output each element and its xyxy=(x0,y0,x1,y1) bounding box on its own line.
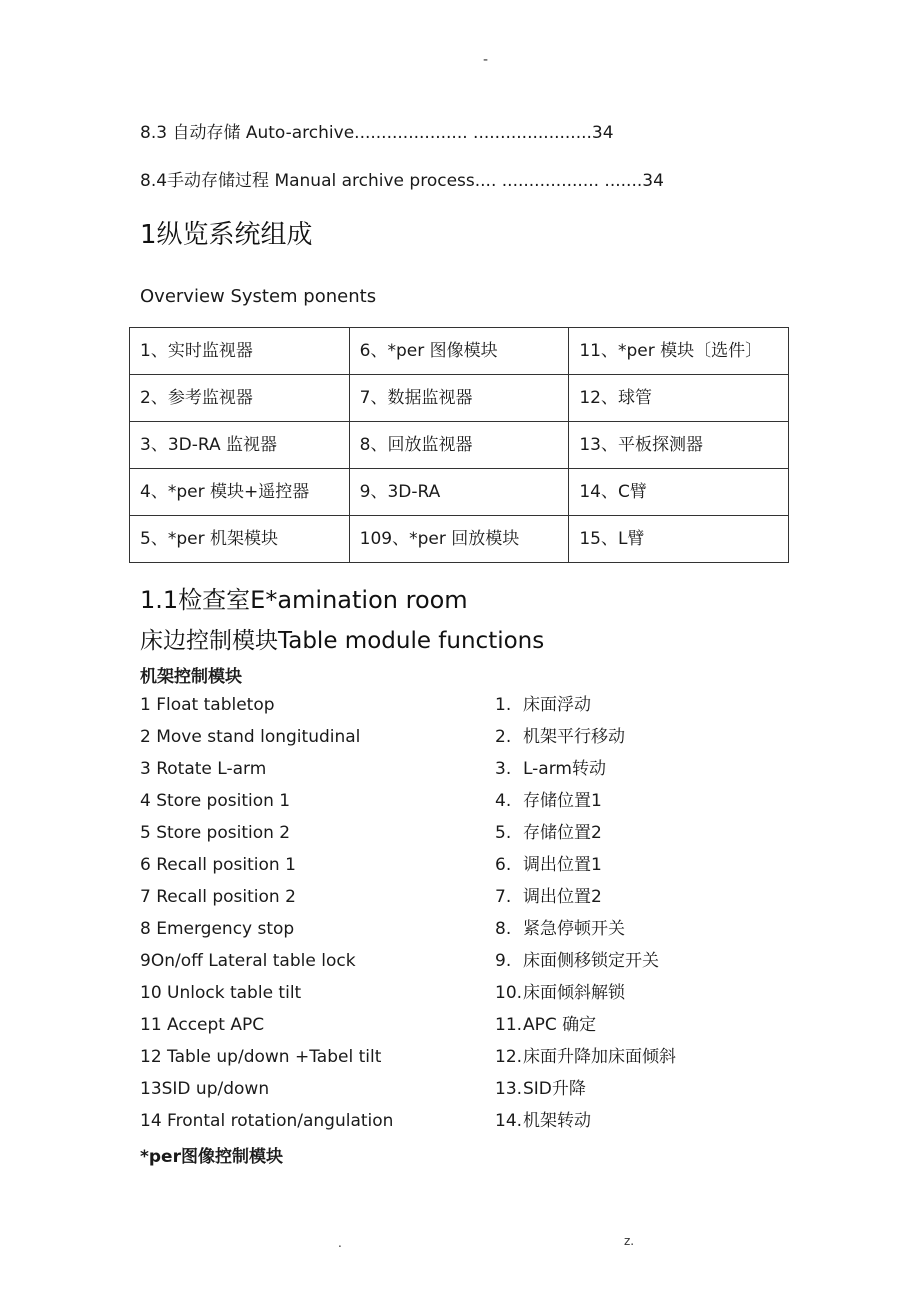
list-item-number: 6. xyxy=(495,855,512,875)
toc-entry-8-4[interactable]: 8.4手动存储过程 Manual archive process.... .................. .......34 xyxy=(140,171,664,191)
function-list-chinese xyxy=(495,694,676,1142)
section-subtitle-overview: Overview System ponents xyxy=(140,286,377,307)
list-item xyxy=(495,726,676,758)
list-item-number: 2. xyxy=(495,727,512,747)
table-cell: 109、*per 回放模块 xyxy=(349,516,569,563)
list-item-number: 1. xyxy=(495,695,512,715)
table-cell: 7、数据监视器 xyxy=(349,375,569,422)
list-item-text: 存储位置1 xyxy=(523,791,602,811)
header-mark: - xyxy=(483,52,489,68)
table-cell: 13、平板探测器 xyxy=(569,422,789,469)
list-item xyxy=(495,758,676,790)
table-row xyxy=(130,328,789,375)
table-row xyxy=(130,516,789,563)
components-table xyxy=(129,327,789,563)
footer-right-mark: z. xyxy=(624,1234,635,1248)
list-item-text: 床面浮动 xyxy=(523,695,591,715)
list-item-number: 4. xyxy=(495,791,512,811)
list-item: 9On/off Lateral table lock xyxy=(140,951,356,971)
list-item xyxy=(495,982,676,1014)
list-item-text: APC 确定 xyxy=(523,1015,597,1035)
list-item: 4 Store position 1 xyxy=(140,791,291,811)
list-item: 6 Recall position 1 xyxy=(140,855,296,875)
list-item: 1 Float tabletop xyxy=(140,695,275,715)
list-item-number: 7. xyxy=(495,887,512,907)
list-item-text: 床面侧移锁定开关 xyxy=(523,951,659,971)
table-cell: 15、L臂 xyxy=(569,516,789,563)
list-item: 13SID up/down xyxy=(140,1079,270,1099)
table-cell: 1、实时监视器 xyxy=(130,328,350,375)
table-cell: 5、*per 机架模块 xyxy=(130,516,350,563)
table-cell: 6、*per 图像模块 xyxy=(349,328,569,375)
table-cell: 14、C臂 xyxy=(569,469,789,516)
table-row xyxy=(130,422,789,469)
list-item-number: 8. xyxy=(495,919,512,939)
group-title-stand-control: 机架控制模块 xyxy=(140,667,242,687)
list-item-text: 床面倾斜解锁 xyxy=(523,983,625,1003)
list-item: 3 Rotate L-arm xyxy=(140,759,267,779)
list-item: 7 Recall position 2 xyxy=(140,887,296,907)
table-cell: 2、参考监视器 xyxy=(130,375,350,422)
list-item-number: 12. xyxy=(495,1047,523,1067)
list-item: 5 Store position 2 xyxy=(140,823,291,843)
section-title-examination-room: 1.1检查室E*amination room xyxy=(140,586,468,614)
list-item xyxy=(495,950,676,982)
list-item-number: 9. xyxy=(495,951,512,971)
toc-entry-8-3[interactable]: 8.3 自动存储 Auto-archive..................... ......................34 xyxy=(140,123,614,143)
footer-left-mark: . xyxy=(338,1236,342,1250)
list-item-text: SID升降 xyxy=(523,1079,586,1099)
list-item-number: 13. xyxy=(495,1079,523,1099)
table-cell: 12、球管 xyxy=(569,375,789,422)
list-item: 8 Emergency stop xyxy=(140,919,295,939)
list-item: 11 Accept APC xyxy=(140,1015,265,1035)
list-item xyxy=(495,1014,676,1046)
list-item xyxy=(495,822,676,854)
list-item xyxy=(495,918,676,950)
list-item-number: 5. xyxy=(495,823,512,843)
list-item-text: 紧急停顿开关 xyxy=(523,919,625,939)
list-item: 14 Frontal rotation/angulation xyxy=(140,1111,394,1131)
list-item: 2 Move stand longitudinal xyxy=(140,727,361,747)
list-item: 12 Table up/down +Tabel tilt xyxy=(140,1047,382,1067)
section-subtitle-table-module: 床边控制模块Table module functions xyxy=(140,628,545,654)
list-item-text: L-arm转动 xyxy=(523,759,606,779)
list-item-number: 3. xyxy=(495,759,512,779)
table-cell: 3、3D-RA 监视器 xyxy=(130,422,350,469)
table-row xyxy=(130,469,789,516)
list-item xyxy=(495,886,676,918)
list-item-text: 机架平行移动 xyxy=(523,727,625,747)
table-cell: 4、*per 模块+遥控器 xyxy=(130,469,350,516)
list-item xyxy=(495,1046,676,1078)
table-cell: 9、3D-RA xyxy=(349,469,569,516)
list-item-number: 10. xyxy=(495,983,523,1003)
group-title-image-control: *per图像控制模块 xyxy=(140,1147,283,1167)
list-item-text: 存储位置2 xyxy=(523,823,602,843)
table-row xyxy=(130,375,789,422)
list-item-text: 调出位置1 xyxy=(523,855,602,875)
list-item xyxy=(495,694,676,726)
list-item-number: 11. xyxy=(495,1015,523,1035)
list-item: 10 Unlock table tilt xyxy=(140,983,302,1003)
list-item xyxy=(495,1110,676,1142)
section-title-overview: 1纵览系统组成 xyxy=(140,220,313,250)
list-item-text: 调出位置2 xyxy=(523,887,602,907)
list-item-number: 14. xyxy=(495,1111,523,1131)
function-list-english xyxy=(140,694,393,1142)
table-cell: 8、回放监视器 xyxy=(349,422,569,469)
table-cell: 11、*per 模块〔选件〕 xyxy=(569,328,789,375)
list-item xyxy=(495,1078,676,1110)
list-item xyxy=(495,854,676,886)
list-item-text: 机架转动 xyxy=(523,1111,591,1131)
list-item-text: 床面升降加床面倾斜 xyxy=(523,1047,676,1067)
list-item xyxy=(495,790,676,822)
